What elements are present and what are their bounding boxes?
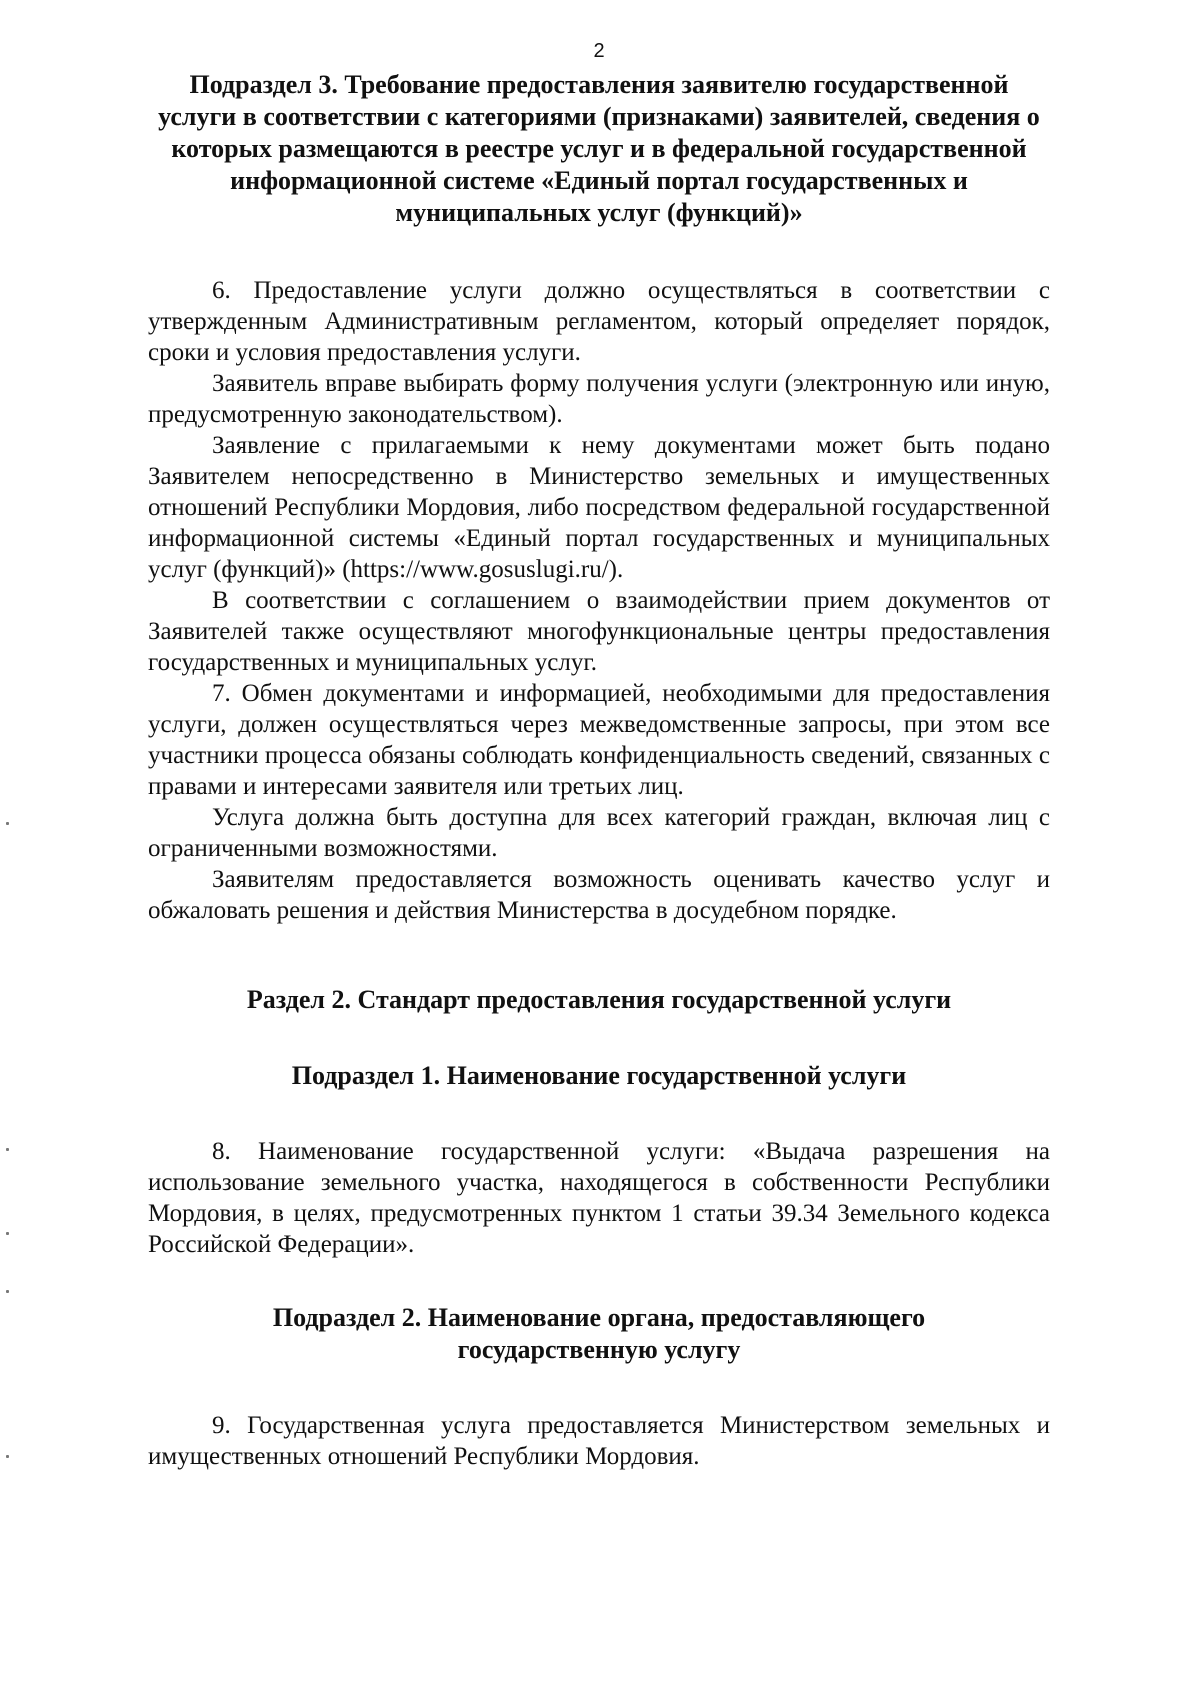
paragraph-item-9: 9. Государственная услуга предоставляется Министерством земельных и имущественных отношений Республики Мордовия. [148,1412,1050,1470]
subsection-3-title [148,69,1050,229]
title-line: муниципальных услуг (функций)» [395,198,803,227]
title-line: Подраздел 3. Требование предоставления заявителю государственной [189,70,1009,99]
page-number: 2 [593,40,605,62]
paragraph-accessibility: Услуга должна быть доступна для всех категорий граждан, включая лиц с ограниченными возможностями. [148,804,1050,862]
scan-speck [6,822,9,825]
scan-speck [6,1148,9,1151]
paragraph-item-6: 6. Предоставление услуги должно осуществляться в соответствии с утвержденным Административным регламентом, который определяет порядок, сроки и условия предоставления услуги. [148,277,1050,366]
title-line: которых размещаются в реестре услуг и в федеральной государственной [171,134,1027,163]
title-line: Подраздел 2. Наименование органа, предоставляющего [272,1303,926,1332]
paragraph-item-7: 7. Обмен документами и информацией, необходимыми для предоставления услуги, должен осуществляться через межведомственные запросы, при этом все участники процесса обязаны соблюдать конфиденциальность сведений, связанных с правами и интересами заявителя или третьих лиц. [148,680,1050,800]
scan-speck [6,1232,9,1235]
subsection-2-title [148,1302,1050,1366]
paragraph-mfc: В соответствии с соглашением о взаимодействии прием документов от Заявителей также осуществляют многофункциональные центры предоставления государственных и муниципальных услуг. [148,587,1050,676]
paragraph-appeal: Заявителям предоставляется возможность оценивать качество услуг и обжаловать решения и действия Министерства в досудебном порядке. [148,866,1050,924]
section-2-title: Раздел 2. Стандарт предоставления государственной услуги [246,985,952,1014]
scan-speck [6,1290,9,1293]
title-line: услуги в соответствии с категориями (признаками) заявителей, сведения о [158,102,1040,131]
paragraph-form-choice: Заявитель вправе выбирать форму получения услуги (электронную или иную, предусмотренную законодательством). [148,370,1050,428]
subsection-1-title: Подраздел 1. Наименование государственной услуги [291,1061,907,1090]
paragraph-application-submission: Заявление с прилагаемыми к нему документами может быть подано Заявителем непосредственно в Министерство земельных и имущественных отношений Республики Мордовия, либо посредством федеральной государственной информационной системы «Единый портал государственных и муниципальных услуг (функций)» (https://www.gosuslugi.ru/). [148,432,1050,583]
scan-speck [6,1455,9,1458]
title-line: государственную услугу [457,1335,741,1364]
title-line: информационной системе «Единый портал государственных и [230,166,968,195]
paragraph-item-8: 8. Наименование государственной услуги: «Выдача разрешения на использование земельного участка, находящегося в собственности Республики Мордовия, в целях, предусмотренных пунктом 1 статьи 39.34 Земельного кодекса Российской Федерации». [148,1138,1050,1258]
